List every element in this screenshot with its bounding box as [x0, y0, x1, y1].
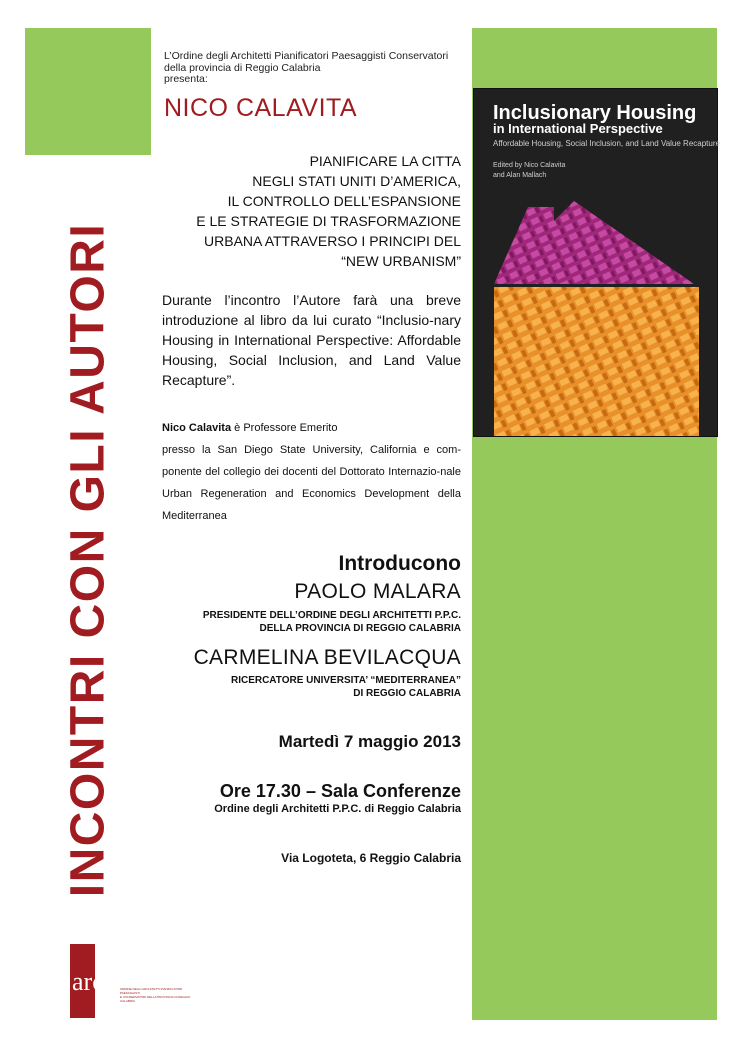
talk-title-line: “NEW URBANISM”	[341, 253, 461, 269]
event-time-venue: Ore 17.30 – Sala Conferenze	[219, 781, 461, 801]
speaker-role-line: DELLA PROVINCIA DI REGGIO CALABRIA	[259, 623, 461, 634]
organization-header	[164, 51, 464, 86]
book-title: Inclusionary Housing	[493, 102, 697, 124]
logo-caption-line: ORDINE DEGLI ARCHITETTI PIANIFICATORI PAESAGGISTI	[120, 987, 183, 995]
organization-line: della provincia di Reggio Calabria	[164, 61, 321, 74]
speaker-role-line: DI REGGIO CALABRIA	[353, 688, 461, 699]
house-illustration	[474, 201, 717, 436]
event-date: Martedì 7 maggio 2013	[278, 732, 461, 751]
talk-title-line: URBANA ATTRAVERSO I PRINCIPI DEL	[204, 233, 461, 249]
talk-title-line: NEGLI STATI UNITI D’AMERICA,	[252, 173, 461, 189]
organization-line: presenta:	[164, 73, 208, 85]
author-bio	[162, 417, 461, 527]
talk-title-line: PIANIFICARE LA CITTA	[309, 153, 461, 169]
book-editors	[493, 161, 565, 181]
author-name: NICO CALAVITA	[164, 94, 358, 122]
green-accent-square	[25, 28, 151, 155]
series-title: INCONTRI CON GLI AUTORI	[61, 222, 115, 898]
speaker-role-line: RICERCATORE UNIVERSITA’ “MEDITERRANEA”	[230, 675, 461, 686]
logo-caption	[120, 987, 200, 1003]
talk-title-line: IL CONTROLLO DELL’ESPANSIONE	[227, 193, 461, 209]
book-editors-line: and Alan Mallach	[493, 172, 547, 179]
talk-description: Durante l’incontro l’Autore farà una breve introduzione al libro da lui curato “Inclusio-nary Housing in International Perspective: Affordable Housing, Social Inclusion, and Land Value Recapture”.	[162, 292, 461, 388]
speaker-role	[203, 609, 461, 635]
speakers-heading: Introducono	[338, 552, 461, 575]
speaker-name: CARMELINA BEVILACQUA	[193, 646, 461, 669]
event-address: Via Logoteta, 6 Reggio Calabria	[281, 851, 461, 865]
house-body	[494, 287, 699, 436]
speaker-role	[231, 674, 461, 700]
book-editors-line: Edited by Nico Calavita	[493, 162, 566, 169]
bio-text: presso la San Diego State University, California e com-ponente del collegio dei docenti del Dottorato Internazio-nale Urban Regeneration and Economics Development della Mediterranea	[162, 444, 461, 522]
logo-text: arch	[72, 967, 117, 996]
book-cover	[473, 88, 718, 437]
talk-title	[161, 151, 461, 271]
book-tagline: Affordable Housing, Social Inclusion, and Land Value Recapture	[493, 139, 720, 148]
speaker-role-line: PRESIDENTE DELL’ORDINE DEGLI ARCHITETTI P.P.C.	[202, 610, 461, 621]
book-subtitle: in International Perspective	[493, 121, 663, 136]
arch-logo	[70, 944, 120, 1018]
logo-caption-line: E CONSERVATORI DELLA PROVINCIA DI REGGIO CALABRIA	[120, 995, 191, 1003]
bio-name: Nico Calavita	[162, 422, 232, 434]
organization-line: L’Ordine degli Architetti Pianificatori Paesaggisti Conservatori	[164, 50, 449, 62]
event-venue-org: Ordine degli Architetti P.P.C. di Reggio Calabria	[214, 803, 461, 815]
talk-title-line: E LE STRATEGIE DI TRASFORMAZIONE	[196, 213, 461, 229]
speaker-name: PAOLO MALARA	[294, 580, 461, 603]
house-roof	[494, 201, 694, 284]
bio-first-line: è Professore Emerito	[231, 422, 338, 434]
